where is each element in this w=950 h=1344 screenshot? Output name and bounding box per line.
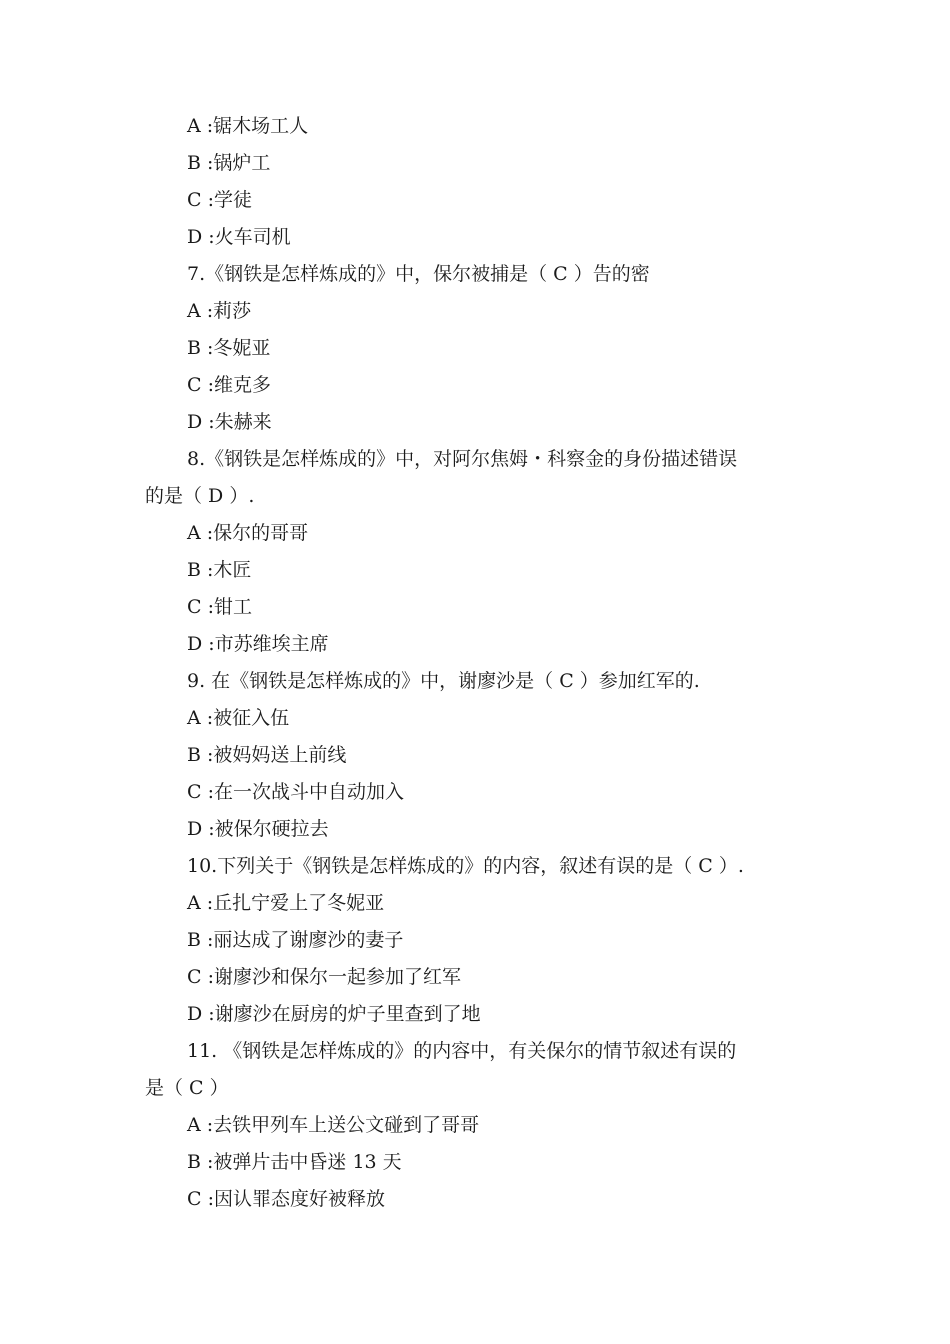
option-line: B :被妈妈送上前线	[187, 744, 347, 766]
option-line: C :在一次战斗中自动加入	[187, 781, 404, 803]
option-line: A :锯木场工人	[187, 115, 309, 137]
option-line: A :莉莎	[187, 300, 252, 322]
option-line: D :被保尔硬拉去	[187, 818, 329, 840]
option-line: B :锅炉工	[187, 152, 271, 174]
option-line: C :因认罪态度好被释放	[187, 1188, 385, 1210]
option-line: D :朱赫来	[187, 411, 272, 433]
option-line: B :被弹片击中昏迷 13 天	[187, 1151, 402, 1173]
option-line: C :谢廖沙和保尔一起参加了红军	[187, 966, 461, 988]
question-8-continued: 的是（ D ）.	[145, 485, 255, 507]
option-line: B :丽达成了谢廖沙的妻子	[187, 929, 404, 951]
option-line: C :钳工	[187, 596, 252, 618]
option-line: D :火车司机	[187, 226, 291, 248]
question-11: 11. 《钢铁是怎样炼成的》的内容中，有关保尔的情节叙述有误的	[187, 1040, 737, 1062]
option-line: B :冬妮亚	[187, 337, 271, 359]
question-7: 7.《钢铁是怎样炼成的》中，保尔被捕是（ C ）告的密	[187, 263, 650, 285]
option-line: A :丘扎宁爱上了冬妮亚	[187, 892, 385, 914]
option-line: D :谢廖沙在厨房的炉子里查到了地	[187, 1003, 481, 1025]
question-8: 8.《钢铁是怎样炼成的》中，对阿尔焦姆・科察金的身份描述错误	[187, 448, 738, 470]
option-line: C :维克多	[187, 374, 271, 396]
option-line: A :被征入伍	[187, 707, 290, 729]
question-10: 10.下列关于《钢铁是怎样炼成的》的内容，叙述有误的是（ C ）.	[187, 855, 744, 877]
option-line: B :木匠	[187, 559, 252, 581]
question-9: 9. 在《钢铁是怎样炼成的》中，谢廖沙是（ C ）参加红军的.	[187, 670, 700, 692]
option-line: A :去铁甲列车上送公文碰到了哥哥	[187, 1114, 480, 1136]
option-line: C :学徒	[187, 189, 252, 211]
document-body	[145, 108, 825, 1218]
option-line: D :市苏维埃主席	[187, 633, 329, 655]
question-11-continued: 是（ C ）	[145, 1077, 229, 1099]
option-line: A :保尔的哥哥	[187, 522, 309, 544]
